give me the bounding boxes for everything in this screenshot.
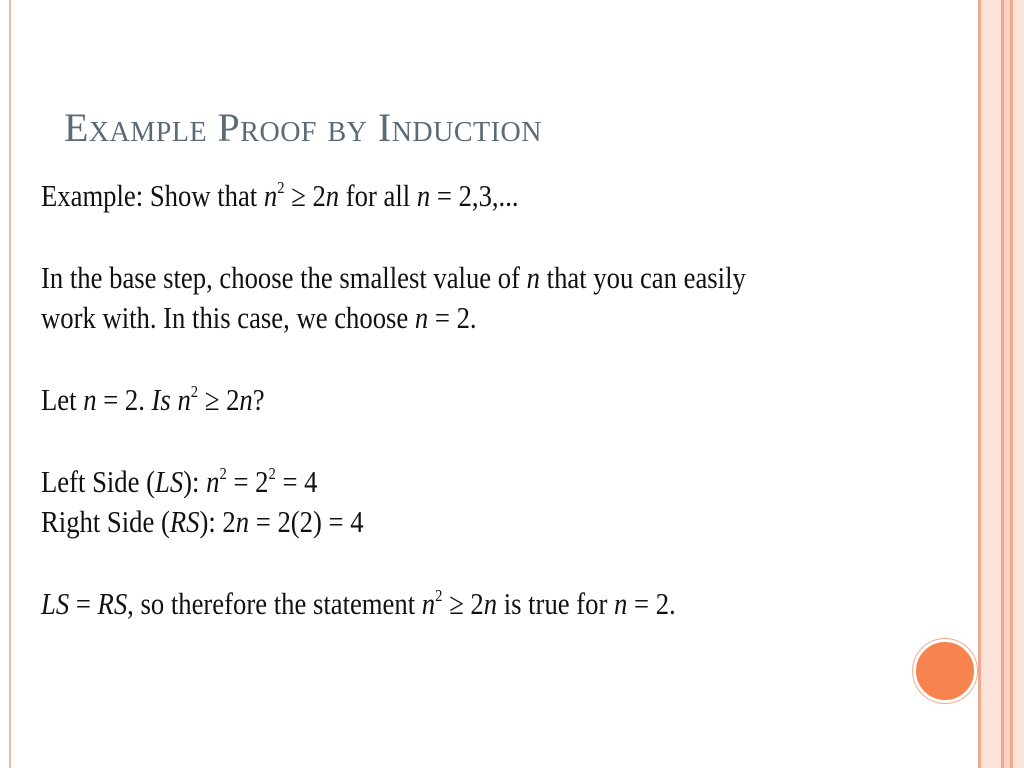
text-segment	[171, 382, 178, 417]
math-variable: n	[263, 178, 278, 213]
text-segment: = 2.	[428, 300, 477, 335]
text-segment: ≥ 2	[284, 178, 326, 213]
let-statement	[41, 380, 763, 420]
left-border-line	[9, 0, 11, 768]
text-segment: ≥ 2	[198, 382, 240, 417]
math-variable: n	[483, 586, 498, 621]
math-variable: n	[416, 178, 431, 213]
text-segment: that you can easily	[540, 260, 746, 295]
text-segment: = 4	[275, 464, 318, 499]
math-exponent: 2	[435, 586, 443, 605]
text-segment: work with. In this case, we choose	[41, 300, 415, 335]
math-exponent: 2	[190, 382, 199, 401]
stripe	[981, 0, 1001, 768]
text-segment: , so therefore the statement	[127, 586, 422, 621]
text-segment: ):	[183, 464, 207, 499]
math-exponent: 2	[277, 178, 285, 197]
text-segment: Example: Show that	[41, 178, 264, 213]
text-segment: = 2(2) = 4	[249, 504, 364, 539]
text-segment: Let	[41, 382, 84, 417]
accent-circle	[913, 639, 977, 703]
text-segment: = 2.	[96, 382, 152, 417]
math-variable: n	[414, 300, 429, 335]
text-segment: Left Side (	[41, 464, 156, 499]
example-statement	[41, 176, 763, 216]
text-segment: ): 2	[199, 504, 236, 539]
math-variable: n	[325, 178, 340, 213]
math-variable: n	[614, 586, 628, 621]
text-segment: = 2,3,...	[430, 178, 519, 213]
math-exponent: 2	[268, 464, 276, 483]
right-side-line	[41, 502, 763, 542]
text-segment: = 2	[226, 464, 269, 499]
text-segment: In the base step, choose the smallest value of	[41, 260, 527, 295]
text-segment: Is	[151, 382, 171, 417]
text-segment: ?	[252, 382, 265, 417]
stripe	[1013, 0, 1024, 768]
math-variable: RS	[169, 504, 200, 539]
text-segment: for all	[339, 178, 417, 213]
math-exponent: 2	[219, 464, 227, 483]
math-variable: LS	[155, 464, 184, 499]
math-variable: n	[83, 382, 97, 417]
conclusion-line	[41, 584, 763, 624]
base-step-line-2	[41, 298, 763, 338]
right-decorative-stripes	[978, 0, 1024, 768]
math-variable: n	[239, 382, 253, 417]
math-variable: n	[206, 464, 220, 499]
base-step-line-1	[41, 258, 763, 298]
math-variable: RS	[97, 586, 128, 621]
slide-content	[41, 176, 763, 624]
text-segment: is true for	[497, 586, 615, 621]
text-segment: = 2.	[627, 586, 676, 621]
text-segment: =	[69, 586, 98, 621]
math-variable: n	[177, 382, 191, 417]
left-side-line	[41, 462, 763, 502]
math-variable: n	[526, 260, 541, 295]
slide-title: Example Proof by Induction	[64, 105, 542, 150]
math-variable: n	[235, 504, 250, 539]
text-segment: ≥ 2	[442, 586, 484, 621]
math-variable: LS	[41, 586, 70, 621]
text-segment: Right Side (	[41, 504, 170, 539]
math-variable: n	[421, 586, 436, 621]
